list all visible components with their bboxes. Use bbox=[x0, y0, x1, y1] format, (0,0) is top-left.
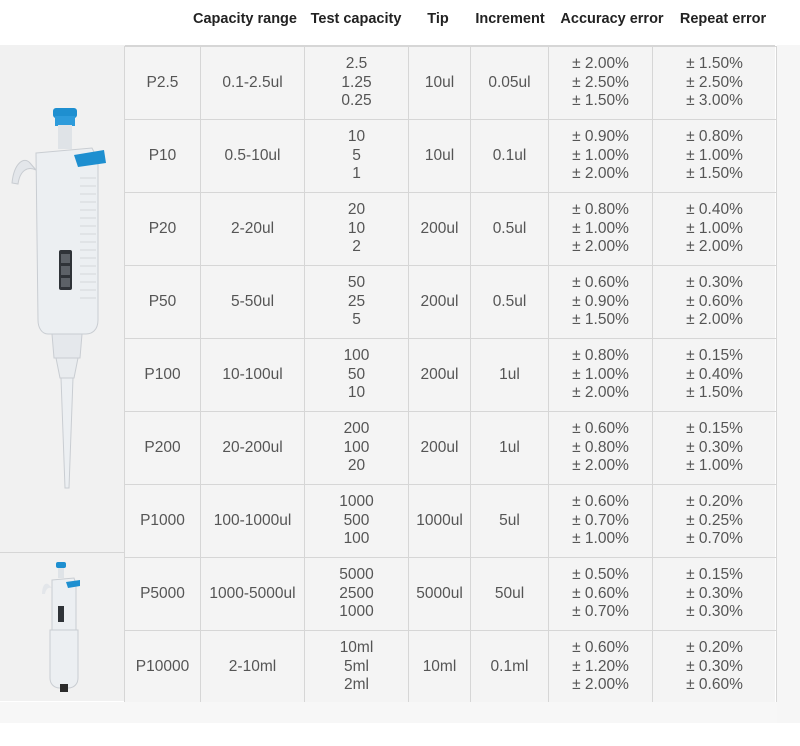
table-row bbox=[125, 558, 777, 631]
cell-test-capacity-line: 5000 bbox=[339, 566, 374, 584]
cell-accuracy-error-line: ± 0.60% bbox=[572, 420, 629, 438]
cell-test-capacity-line: 50 bbox=[347, 365, 366, 383]
cell-repeat-error bbox=[653, 412, 777, 485]
cell-capacity-range: 5-50ul bbox=[201, 266, 305, 339]
header-test-capacity: Test capacity bbox=[310, 11, 402, 27]
cell-repeat-error-line: ± 0.70% bbox=[686, 530, 743, 548]
cell-increment: 0.1ml bbox=[471, 631, 549, 704]
cell-test-capacity-line: 100 bbox=[343, 530, 370, 548]
cell-repeat-error-line: ± 0.20% bbox=[686, 493, 743, 511]
cell-accuracy-error bbox=[549, 412, 653, 485]
cell-capacity-range: 1000-5000ul bbox=[201, 558, 305, 631]
cell-repeat-error-line: ± 1.50% bbox=[686, 384, 743, 402]
cell-model: P20 bbox=[125, 193, 201, 266]
header-capacity-range: Capacity range bbox=[193, 11, 297, 27]
cell-accuracy-error-line: ± 1.00% bbox=[572, 530, 629, 548]
pipette-large-icon bbox=[0, 108, 125, 498]
pipette-small-icon bbox=[38, 560, 88, 695]
cell-accuracy-error-line: ± 2.00% bbox=[572, 384, 629, 402]
cell-accuracy-error bbox=[549, 558, 653, 631]
cell-accuracy-error-line: ± 1.00% bbox=[572, 219, 629, 237]
image-divider bbox=[0, 552, 125, 553]
cell-increment: 0.05ul bbox=[471, 47, 549, 120]
cell-test-capacity-line: 5 bbox=[352, 146, 361, 164]
cell-test-capacity-line: 1.25 bbox=[341, 73, 372, 91]
cell-test-capacity-line: 100 bbox=[343, 347, 370, 365]
cell-repeat-error-line: ± 1.50% bbox=[686, 55, 743, 73]
cell-capacity-range: 100-1000ul bbox=[201, 485, 305, 558]
cell-test-capacity bbox=[305, 558, 409, 631]
header-tip: Tip bbox=[427, 11, 449, 27]
cell-model: P2.5 bbox=[125, 47, 201, 120]
cell-accuracy-error-line: ± 2.00% bbox=[572, 457, 629, 475]
cell-capacity-range: 20-200ul bbox=[201, 412, 305, 485]
cell-tip: 200ul bbox=[409, 412, 471, 485]
table-row bbox=[125, 485, 777, 558]
cell-repeat-error-line: ± 0.40% bbox=[686, 365, 743, 383]
cell-test-capacity bbox=[305, 412, 409, 485]
cell-accuracy-error-line: ± 2.00% bbox=[572, 55, 629, 73]
cell-accuracy-error-line: ± 0.50% bbox=[572, 566, 629, 584]
table-row bbox=[125, 193, 777, 266]
cell-capacity-range: 2-10ml bbox=[201, 631, 305, 704]
cell-accuracy-error-line: ± 1.50% bbox=[572, 311, 629, 329]
cell-repeat-error-line: ± 0.60% bbox=[686, 292, 743, 310]
cell-repeat-error-line: ± 2.00% bbox=[686, 238, 743, 256]
cell-accuracy-error-line: ± 0.60% bbox=[572, 274, 629, 292]
cell-repeat-error-line: ± 2.50% bbox=[686, 73, 743, 91]
cell-accuracy-error-line: ± 1.50% bbox=[572, 92, 629, 110]
cell-accuracy-error-line: ± 0.70% bbox=[572, 603, 629, 621]
cell-accuracy-error-line: ± 0.70% bbox=[572, 511, 629, 529]
cell-model: P5000 bbox=[125, 558, 201, 631]
cell-test-capacity-line: 25 bbox=[347, 292, 366, 310]
cell-increment: 50ul bbox=[471, 558, 549, 631]
cell-repeat-error-line: ± 0.30% bbox=[686, 584, 743, 602]
cell-model: P10000 bbox=[125, 631, 201, 704]
cell-accuracy-error bbox=[549, 339, 653, 412]
cell-model: P10 bbox=[125, 120, 201, 193]
cell-test-capacity-line: 500 bbox=[343, 511, 370, 529]
cell-repeat-error-line: ± 1.00% bbox=[686, 457, 743, 475]
cell-accuracy-error bbox=[549, 47, 653, 120]
cell-tip: 10ul bbox=[409, 47, 471, 120]
cell-increment: 0.5ul bbox=[471, 193, 549, 266]
cell-test-capacity-line: 10ml bbox=[339, 639, 374, 657]
cell-test-capacity-line: 1 bbox=[352, 165, 361, 183]
cell-test-capacity-line: 20 bbox=[347, 457, 366, 475]
cell-repeat-error-line: ± 0.80% bbox=[686, 128, 743, 146]
cell-accuracy-error bbox=[549, 485, 653, 558]
cell-repeat-error-line: ± 0.25% bbox=[686, 511, 743, 529]
cell-test-capacity bbox=[305, 266, 409, 339]
cell-test-capacity-line: 2ml bbox=[344, 676, 369, 694]
table-row bbox=[125, 339, 777, 412]
cell-repeat-error-line: ± 0.30% bbox=[686, 657, 743, 675]
cell-accuracy-error-line: ± 1.00% bbox=[572, 365, 629, 383]
cell-accuracy-error-line: ± 0.60% bbox=[572, 639, 629, 657]
table-row bbox=[125, 120, 777, 193]
cell-test-capacity-line: 1000 bbox=[339, 493, 374, 511]
cell-repeat-error bbox=[653, 558, 777, 631]
specs-table bbox=[125, 45, 775, 702]
cell-test-capacity-line: 5ml bbox=[344, 657, 369, 675]
cell-increment: 0.1ul bbox=[471, 120, 549, 193]
cell-model: P200 bbox=[125, 412, 201, 485]
cell-tip: 10ul bbox=[409, 120, 471, 193]
header-accuracy-error: Accuracy error bbox=[560, 11, 664, 27]
cell-test-capacity-line: 2500 bbox=[339, 584, 374, 602]
cell-accuracy-error-line: ± 1.20% bbox=[572, 657, 629, 675]
cell-test-capacity-line: 10 bbox=[347, 219, 366, 237]
cell-test-capacity bbox=[305, 631, 409, 704]
cell-accuracy-error-line: ± 2.00% bbox=[572, 238, 629, 256]
cell-test-capacity bbox=[305, 193, 409, 266]
cell-capacity-range: 2-20ul bbox=[201, 193, 305, 266]
cell-test-capacity-line: 50 bbox=[347, 274, 366, 292]
header-repeat-error: Repeat error bbox=[679, 11, 767, 27]
cell-repeat-error bbox=[653, 631, 777, 704]
cell-test-capacity bbox=[305, 120, 409, 193]
cell-model: P1000 bbox=[125, 485, 201, 558]
cell-repeat-error bbox=[653, 266, 777, 339]
cell-repeat-error-line: ± 1.50% bbox=[686, 165, 743, 183]
cell-repeat-error bbox=[653, 193, 777, 266]
cell-repeat-error-line: ± 0.15% bbox=[686, 347, 743, 365]
cell-accuracy-error bbox=[549, 631, 653, 704]
cell-tip: 1000ul bbox=[409, 485, 471, 558]
cell-repeat-error-line: ± 0.15% bbox=[686, 420, 743, 438]
right-margin-strip bbox=[777, 45, 800, 723]
cell-repeat-error-line: ± 1.00% bbox=[686, 219, 743, 237]
cell-repeat-error-line: ± 0.15% bbox=[686, 566, 743, 584]
cell-accuracy-error bbox=[549, 266, 653, 339]
cell-test-capacity bbox=[305, 47, 409, 120]
cell-accuracy-error-line: ± 2.00% bbox=[572, 676, 629, 694]
cell-accuracy-error bbox=[549, 193, 653, 266]
bottom-margin-strip bbox=[0, 702, 777, 723]
cell-accuracy-error-line: ± 0.90% bbox=[572, 292, 629, 310]
cell-repeat-error-line: ± 0.20% bbox=[686, 639, 743, 657]
cell-model: P50 bbox=[125, 266, 201, 339]
cell-capacity-range: 10-100ul bbox=[201, 339, 305, 412]
cell-repeat-error bbox=[653, 120, 777, 193]
table-row bbox=[125, 266, 777, 339]
cell-repeat-error-line: ± 0.60% bbox=[686, 676, 743, 694]
cell-test-capacity-line: 20 bbox=[347, 201, 366, 219]
cell-increment: 1ul bbox=[471, 412, 549, 485]
cell-test-capacity-line: 200 bbox=[343, 420, 370, 438]
table-header bbox=[0, 0, 800, 45]
cell-accuracy-error-line: ± 0.80% bbox=[572, 347, 629, 365]
cell-test-capacity-line: 10 bbox=[347, 128, 366, 146]
cell-repeat-error bbox=[653, 485, 777, 558]
cell-accuracy-error-line: ± 0.60% bbox=[572, 584, 629, 602]
cell-accuracy-error-line: ± 2.00% bbox=[572, 165, 629, 183]
cell-accuracy-error-line: ± 1.00% bbox=[572, 146, 629, 164]
cell-model: P100 bbox=[125, 339, 201, 412]
cell-test-capacity-line: 2 bbox=[352, 238, 361, 256]
cell-test-capacity-line: 100 bbox=[343, 438, 370, 456]
cell-test-capacity-line: 10 bbox=[347, 384, 366, 402]
table-row bbox=[125, 47, 777, 120]
cell-repeat-error-line: ± 3.00% bbox=[686, 92, 743, 110]
cell-increment: 1ul bbox=[471, 339, 549, 412]
cell-increment: 0.5ul bbox=[471, 266, 549, 339]
cell-capacity-range: 0.1-2.5ul bbox=[201, 47, 305, 120]
cell-repeat-error bbox=[653, 47, 777, 120]
cell-accuracy-error-line: ± 0.80% bbox=[572, 201, 629, 219]
cell-tip: 200ul bbox=[409, 339, 471, 412]
cell-increment: 5ul bbox=[471, 485, 549, 558]
cell-accuracy-error-line: ± 0.60% bbox=[572, 493, 629, 511]
cell-repeat-error-line: ± 0.30% bbox=[686, 438, 743, 456]
cell-accuracy-error bbox=[549, 120, 653, 193]
table-row bbox=[125, 631, 777, 704]
cell-tip: 10ml bbox=[409, 631, 471, 704]
cell-test-capacity bbox=[305, 485, 409, 558]
cell-repeat-error-line: ± 0.40% bbox=[686, 201, 743, 219]
cell-repeat-error-line: ± 1.00% bbox=[686, 146, 743, 164]
cell-repeat-error bbox=[653, 339, 777, 412]
cell-test-capacity-line: 0.25 bbox=[341, 92, 372, 110]
cell-accuracy-error-line: ± 0.90% bbox=[572, 128, 629, 146]
cell-tip: 200ul bbox=[409, 266, 471, 339]
table-row bbox=[125, 412, 777, 485]
cell-tip: 200ul bbox=[409, 193, 471, 266]
cell-test-capacity bbox=[305, 339, 409, 412]
cell-test-capacity-line: 5 bbox=[352, 311, 361, 329]
cell-test-capacity-line: 2.5 bbox=[345, 55, 368, 73]
cell-repeat-error-line: ± 0.30% bbox=[686, 603, 743, 621]
cell-accuracy-error-line: ± 2.50% bbox=[572, 73, 629, 91]
cell-repeat-error-line: ± 2.00% bbox=[686, 311, 743, 329]
cell-repeat-error-line: ± 0.30% bbox=[686, 274, 743, 292]
header-increment: Increment bbox=[475, 11, 545, 27]
cell-test-capacity-line: 1000 bbox=[339, 603, 374, 621]
cell-tip: 5000ul bbox=[409, 558, 471, 631]
cell-accuracy-error-line: ± 0.80% bbox=[572, 438, 629, 456]
cell-capacity-range: 0.5-10ul bbox=[201, 120, 305, 193]
